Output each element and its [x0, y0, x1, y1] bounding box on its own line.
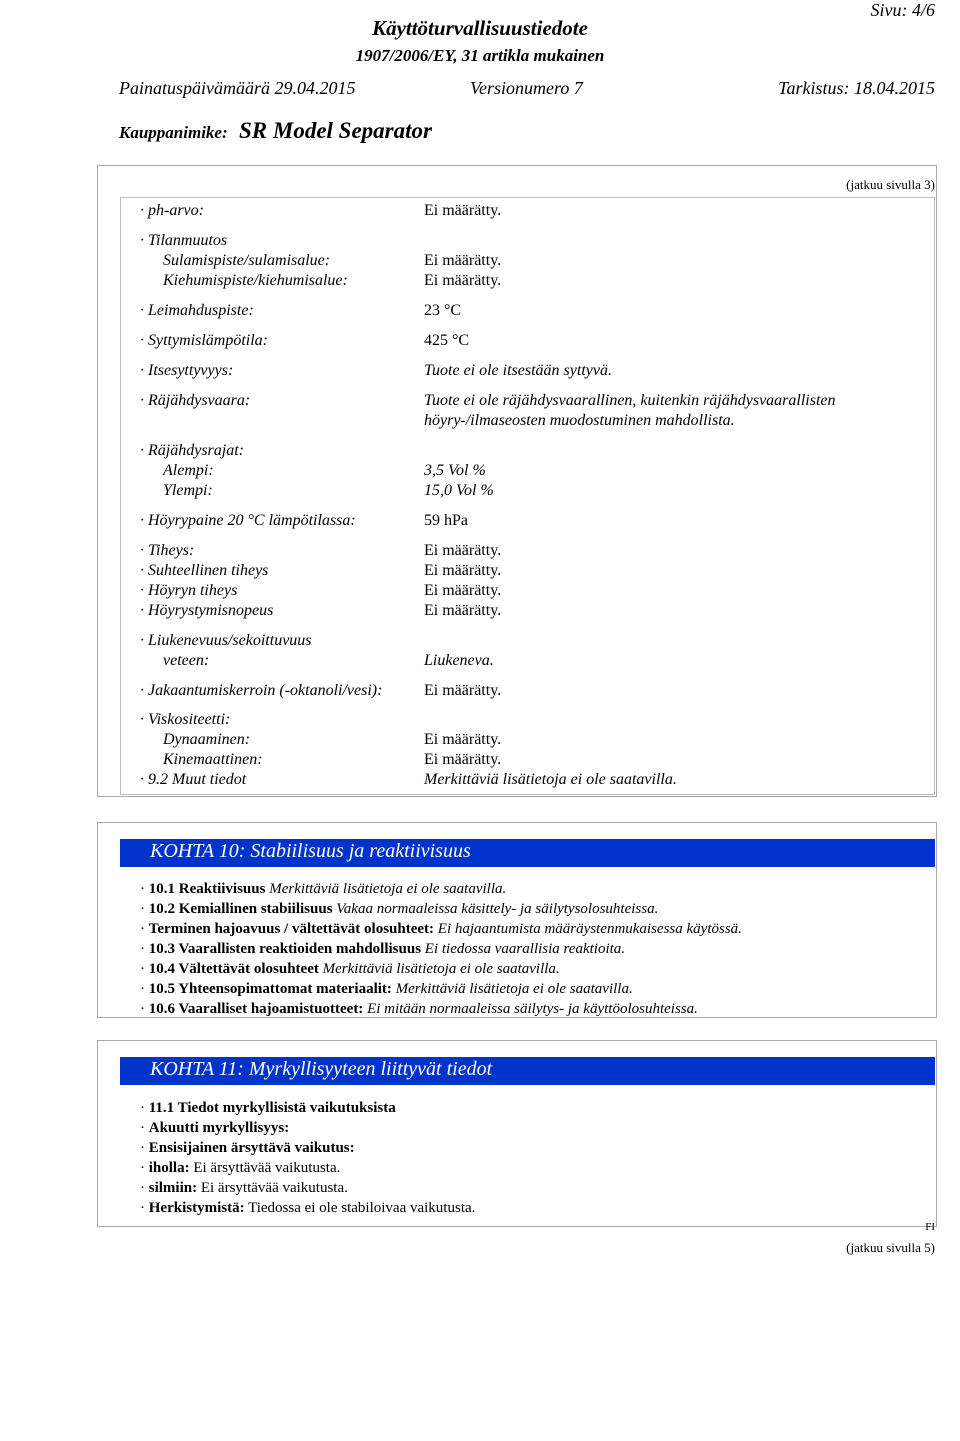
section10-title: KOHTA 10: Stabiilisuus ja reaktiivisuus	[150, 840, 471, 862]
property-value: Ei määrätty.	[424, 751, 502, 768]
section11-item: · Akuutti myrkyllisyys:	[140, 1120, 290, 1136]
property-value: Tuote ei ole räjähdysvaarallinen, kuitenkin räjähdysvaarallisten	[424, 392, 836, 409]
trade-name-value: SR Model Separator	[239, 118, 432, 143]
property-value: Ei määrätty.	[424, 562, 502, 579]
section10-item: · 10.4 Vältettävät olosuhteet Merkittäviä lisätietoja ei ole saatavilla.	[140, 961, 560, 977]
property-label: Ylempi:	[163, 482, 213, 499]
property-label: · 9.2 Muut tiedot	[140, 771, 247, 788]
property-label: · Höyrystymisnopeus	[140, 602, 274, 619]
property-label: · ph-arvo:	[140, 202, 204, 219]
item-heading: 10.4 Vältettävät olosuhteet	[148, 961, 319, 977]
property-label: Dynaaminen:	[163, 731, 251, 748]
item-heading: 10.3 Vaarallisten reaktioiden mahdollisuus	[148, 941, 422, 957]
section11-header	[120, 1057, 935, 1085]
continued-to-note: (jatkuu sivulla 5)	[846, 1240, 935, 1255]
property-label: · Jakaantumiskerroin (-oktanoli/vesi):	[140, 682, 383, 699]
item-heading: 10.6 Vaaralliset hajoamistuotteet:	[148, 1001, 364, 1017]
revision-date: Tarkistus: 18.04.2015	[778, 78, 935, 98]
property-value: höyry-/ilmaseosten muodostuminen mahdollista.	[424, 412, 735, 429]
item-text: Merkittäviä lisätietoja ei ole saatavilla.	[322, 961, 560, 977]
property-label: · Höyrypaine 20 °C lämpötilassa:	[140, 512, 356, 529]
item-text: Ei tiedossa vaarallisia reaktioita.	[424, 941, 626, 957]
property-value: Tuote ei ole itsestään syttyvä.	[424, 362, 612, 379]
document-title: Käyttöturvallisuustiedote	[372, 16, 588, 40]
property-value: 59 hPa	[424, 512, 468, 529]
language-code: FI	[925, 1221, 935, 1233]
property-label: · Liukenevuus/sekoittuvuus	[140, 632, 312, 649]
item-heading: silmiin:	[148, 1180, 198, 1196]
print-date: Painatuspäivämäärä 29.04.2015	[119, 78, 356, 98]
property-value: Liukeneva.	[424, 652, 494, 669]
section10-item: · 10.3 Vaarallisten reaktioiden mahdollisuus Ei tiedossa vaarallisia reaktioita.	[140, 941, 626, 957]
section11-item: · Herkistymistä: Tiedossa ei ole stabiloivaa vaikutusta.	[140, 1200, 476, 1216]
item-heading: 10.5 Yhteensopimattomat materiaalit:	[148, 981, 392, 997]
property-label: veteen:	[163, 652, 210, 669]
item-text: Vakaa normaaleissa käsittely- ja säilytysolosuhteissa.	[336, 901, 659, 917]
property-label: · Höyryn tiheys	[140, 582, 238, 599]
item-text: Ei ärsyttävää vaikutusta.	[193, 1160, 341, 1176]
section11-item: · 11.1 Tiedot myrkyllisistä vaikutuksista	[140, 1100, 396, 1116]
property-value: Ei määrätty.	[424, 682, 502, 699]
section11-item: · Ensisijainen ärsyttävä vaikutus:	[140, 1140, 355, 1156]
document-subtitle: 1907/2006/EY, 31 artikla mukainen	[355, 46, 605, 65]
section11-title: KOHTA 11: Myrkyllisyyteen liittyvät tiedot	[150, 1058, 493, 1080]
property-label: · Syttymislämpötila:	[140, 332, 268, 349]
section10-item: · 10.6 Vaaralliset hajoamistuotteet: Ei mitään normaaleissa säilytys- ja käyttöolosuhteissa.	[140, 1001, 698, 1017]
property-value: 15,0 Vol %	[424, 482, 494, 499]
item-text: Tiedossa ei ole stabiloivaa vaikutusta.	[248, 1200, 476, 1216]
continued-from-note: (jatkuu sivulla 3)	[846, 177, 935, 192]
item-heading: Terminen hajoavuus / vältettävät olosuhteet:	[148, 921, 435, 937]
property-label: · Räjähdysrajat:	[140, 442, 244, 459]
item-text: Ei hajaantumista määräystenmukaisessa käytössä.	[437, 921, 742, 937]
item-text: Ei ärsyttävää vaikutusta.	[200, 1180, 348, 1196]
property-label: · Tiheys:	[140, 542, 195, 559]
property-label: · Räjähdysvaara:	[140, 392, 251, 409]
property-value: Ei määrätty.	[424, 272, 502, 289]
section10-header	[120, 839, 935, 867]
property-value: 23 °C	[424, 302, 462, 319]
section10-item: · 10.5 Yhteensopimattomat materiaalit: Merkittäviä lisätietoja ei ole saatavilla.	[140, 981, 633, 997]
property-value: Merkittäviä lisätietoja ei ole saatavilla.	[424, 771, 677, 788]
item-heading: Akuutti myrkyllisyys:	[148, 1120, 290, 1136]
section10-item: · Terminen hajoavuus / vältettävät olosuhteet: Ei hajaantumista määräystenmukaisessa käytössä.	[140, 921, 742, 937]
property-label: Sulamispiste/sulamisalue:	[163, 252, 331, 269]
property-value: Ei määrätty.	[424, 542, 502, 559]
section10-item: · 10.2 Kemiallinen stabiilisuus Vakaa normaaleissa käsittely- ja säilytysolosuhteissa.	[140, 901, 659, 917]
property-value: Ei määrätty.	[424, 602, 502, 619]
property-label: · Leimahduspiste:	[140, 302, 254, 319]
item-text: Merkittäviä lisätietoja ei ole saatavilla.	[395, 981, 633, 997]
item-text: Ei mitään normaaleissa säilytys- ja käyttöolosuhteissa.	[367, 1001, 698, 1017]
section11-item: · iholla: Ei ärsyttävää vaikutusta.	[140, 1160, 341, 1176]
property-label: · Tilanmuutos	[140, 232, 228, 249]
item-heading: 11.1 Tiedot myrkyllisistä vaikutuksista	[148, 1100, 396, 1116]
property-value: Ei määrätty.	[424, 582, 502, 599]
item-text: Merkittäviä lisätietoja ei ole saatavilla.	[269, 881, 507, 897]
property-value: 3,5 Vol %	[424, 462, 486, 479]
property-label: Alempi:	[163, 462, 214, 479]
item-heading: Herkistymistä:	[148, 1200, 245, 1216]
item-heading: 10.1 Reaktiivisuus	[148, 881, 266, 897]
property-label: · Itsesyttyvyys:	[140, 362, 234, 379]
property-value: 425 °C	[424, 332, 470, 349]
item-heading: 10.2 Kemiallinen stabiilisuus	[148, 901, 333, 917]
trade-name-label: Kauppanimike:	[119, 123, 228, 142]
page-number: Sivu: 4/6	[870, 0, 935, 20]
property-label: · Viskositeetti:	[140, 711, 231, 728]
property-label: Kiehumispiste/kiehumisalue:	[163, 272, 348, 289]
property-label: · Suhteellinen tiheys	[140, 562, 269, 579]
item-heading: Ensisijainen ärsyttävä vaikutus:	[148, 1140, 355, 1156]
item-heading: iholla:	[148, 1160, 190, 1176]
version-number: Versionumero 7	[470, 78, 583, 98]
section10-item: · 10.1 Reaktiivisuus Merkittäviä lisätietoja ei ole saatavilla.	[140, 881, 507, 897]
property-value: Ei määrätty.	[424, 731, 502, 748]
property-label: Kinemaattinen:	[163, 751, 263, 768]
property-value: Ei määrätty.	[424, 202, 502, 219]
property-value: Ei määrätty.	[424, 252, 502, 269]
section11-item: · silmiin: Ei ärsyttävää vaikutusta.	[140, 1180, 348, 1196]
